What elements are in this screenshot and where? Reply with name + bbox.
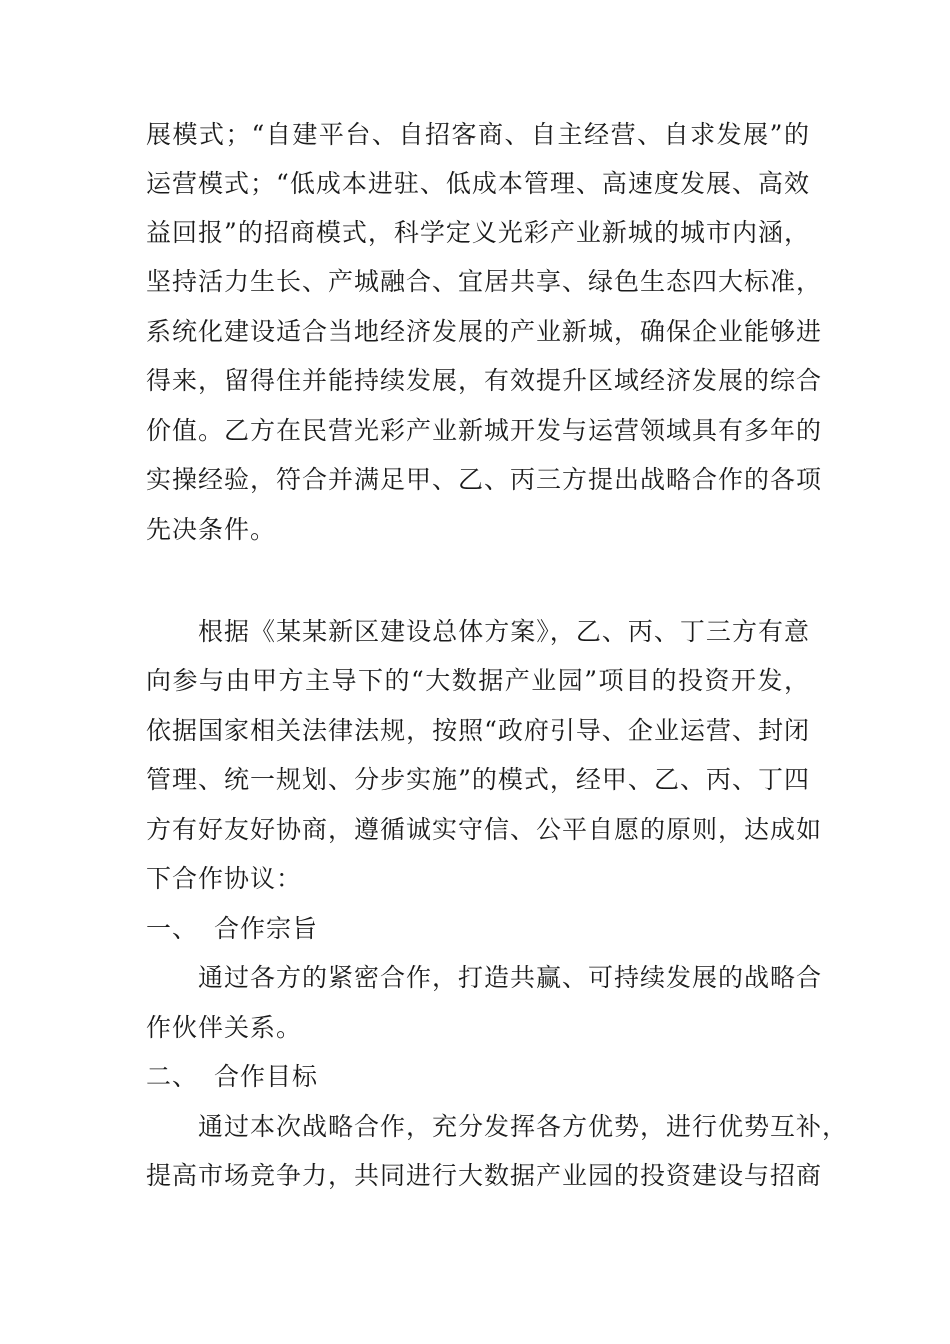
section-2-line-1: 通过本次战略合作，充分发挥各方优势，进行优势互补， bbox=[198, 1112, 849, 1141]
paragraph-1-line-8: 实操经验，符合并满足甲、乙、丙三方提出战略合作的各项 bbox=[146, 465, 823, 494]
section-1-heading bbox=[146, 914, 318, 944]
section-1-line-1: 通过各方的紧密合作，打造共赢、可持续发展的战略合 bbox=[198, 963, 823, 992]
paragraph-2-line-3: 依据国家相关法律法规，按照“政府引导、企业运营、封闭 bbox=[146, 716, 810, 745]
paragraph-1-line-7: 价值。乙方在民营光彩产业新城开发与运营领域具有多年的 bbox=[146, 416, 823, 445]
paragraph-1-line-3: 益回报”的招商模式，科学定义光彩产业新城的城市内涵， bbox=[146, 218, 810, 247]
paragraph-1-line-6: 得来，留得住并能持续发展，有效提升区域经济发展的综合 bbox=[146, 366, 823, 395]
paragraph-2-line-4: 管理、统一规划、分步实施”的模式，经甲、乙、丙、丁四 bbox=[146, 765, 810, 794]
section-1-line-2: 作伙伴关系。 bbox=[146, 1013, 303, 1042]
paragraph-1-line-1: 展模式；“自建平台、自招客商、自主经营、自求发展”的 bbox=[146, 120, 810, 149]
paragraph-1-line-9: 先决条件。 bbox=[146, 515, 277, 544]
section-2-title: 合作目标 bbox=[214, 1062, 319, 1091]
paragraph-2-line-6: 下合作协议： bbox=[146, 864, 303, 893]
section-2-number: 二、 bbox=[146, 1062, 199, 1091]
paragraph-2-line-1: 根据《某某新区建设总体方案》，乙、丙、丁三方有意 bbox=[198, 617, 810, 646]
paragraph-2-line-5: 方有好友好协商，遵循诚实守信、公平自愿的原则，达成如 bbox=[146, 815, 823, 844]
section-2-heading bbox=[146, 1062, 318, 1092]
section-1-number: 一、 bbox=[146, 914, 199, 943]
section-2-line-2: 提高市场竞争力，共同进行大数据产业园的投资建设与招商 bbox=[146, 1161, 823, 1190]
paragraph-1-line-4: 坚持活力生长、产城融合、宜居共享、绿色生态四大标准， bbox=[146, 267, 823, 296]
paragraph-2-line-2: 向参与由甲方主导下的“大数据产业园”项目的投资开发， bbox=[146, 666, 810, 695]
paragraph-1-line-5: 系统化建设适合当地经济发展的产业新城，确保企业能够进 bbox=[146, 317, 823, 346]
paragraph-1-line-2: 运营模式；“低成本进驻、低成本管理、高速度发展、高效 bbox=[146, 169, 810, 198]
section-1-title: 合作宗旨 bbox=[214, 914, 319, 943]
